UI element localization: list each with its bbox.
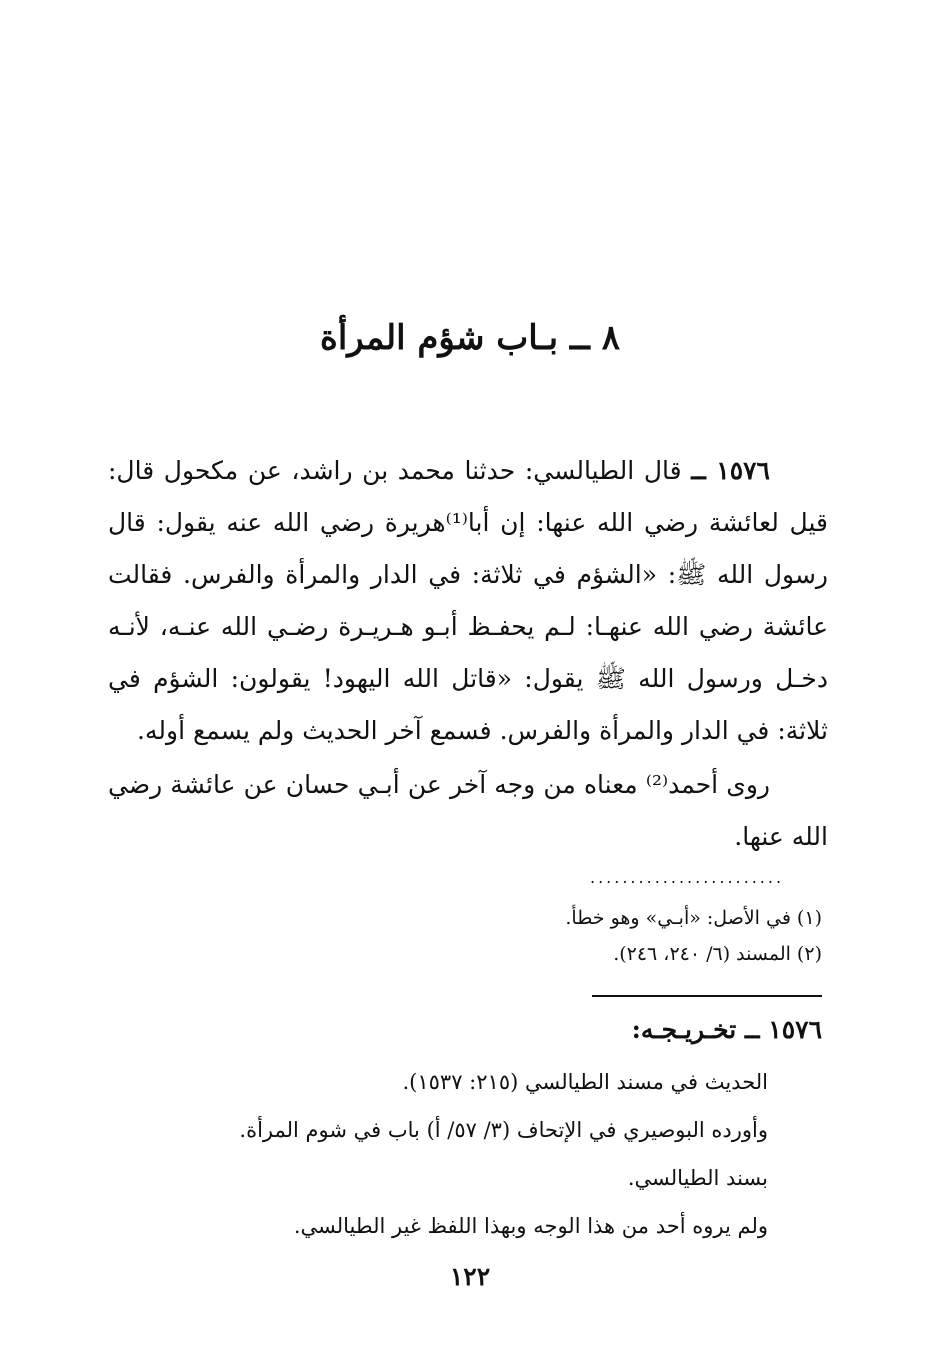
- takhrij-line-4: ولم يروه أحد من هذا الوجه وبهذا اللفظ غير الطيالسي.: [293, 1214, 768, 1238]
- takhrij-line-1: الحديث في مسند الطيالسي (٢١٥: ١٥٣٧).: [402, 1070, 768, 1094]
- footnotes: [262, 900, 822, 972]
- footnote-separator-dots: ........................: [590, 868, 785, 887]
- hadith-paragraph-1-text: قال الطيالسي: حدثنا محمد بن راشد، عن مكحول قال: قيل لعائشة رضي الله عنها: إن أبا⁽¹⁾هريرة رضي الله عنه يقول: قال رسول الله ﷺ: «الشؤم في ثلاثة: في الدار والمرأة والفرس. فقالت عائشة رضي الله عنهـا: لـم يحفـظ أبـو هـريـرة رضـي الله عنـه، لأنـه دخـل ورسول الله ﷺ يقول: «قاتل الله اليهود! يقولون: الشؤم في ثلاثة: في الدار والمرأة والفرس. فسمع آخر الحديث ولم يسمع أوله.: [108, 456, 828, 745]
- page-number: ١٢٢: [449, 1262, 491, 1291]
- takhrij-line-3: بسند الطيالسي.: [627, 1166, 768, 1190]
- hadith-paragraph-2: روى أحمد⁽²⁾ معناه من وجه آخر عن أبـي حسان عن عائشة رضي الله عنها.: [108, 770, 828, 851]
- chapter-title: ٨ ــ بـاب شؤم المرأة: [320, 318, 620, 358]
- hadith-text: [108, 445, 828, 863]
- hadith-number: ١٥٧٦ ــ: [691, 456, 770, 485]
- section-divider: [592, 995, 822, 997]
- takhrij-body: [168, 1058, 768, 1250]
- takhrij-heading: ١٥٧٦ ــ تخـريـجـه:: [631, 1015, 822, 1044]
- footnote-2: (٢) المسند (٦/ ٢٤٠، ٢٤٦).: [613, 943, 822, 965]
- takhrij-line-2: وأورده البوصيري في الإتحاف (٣/ ٥٧/ أ) باب في شوم المرأة.: [239, 1118, 768, 1142]
- footnote-1: (١) في الأصل: «أبـي» وهو خطأ.: [565, 907, 822, 929]
- hadith-paragraph-1: [108, 445, 828, 757]
